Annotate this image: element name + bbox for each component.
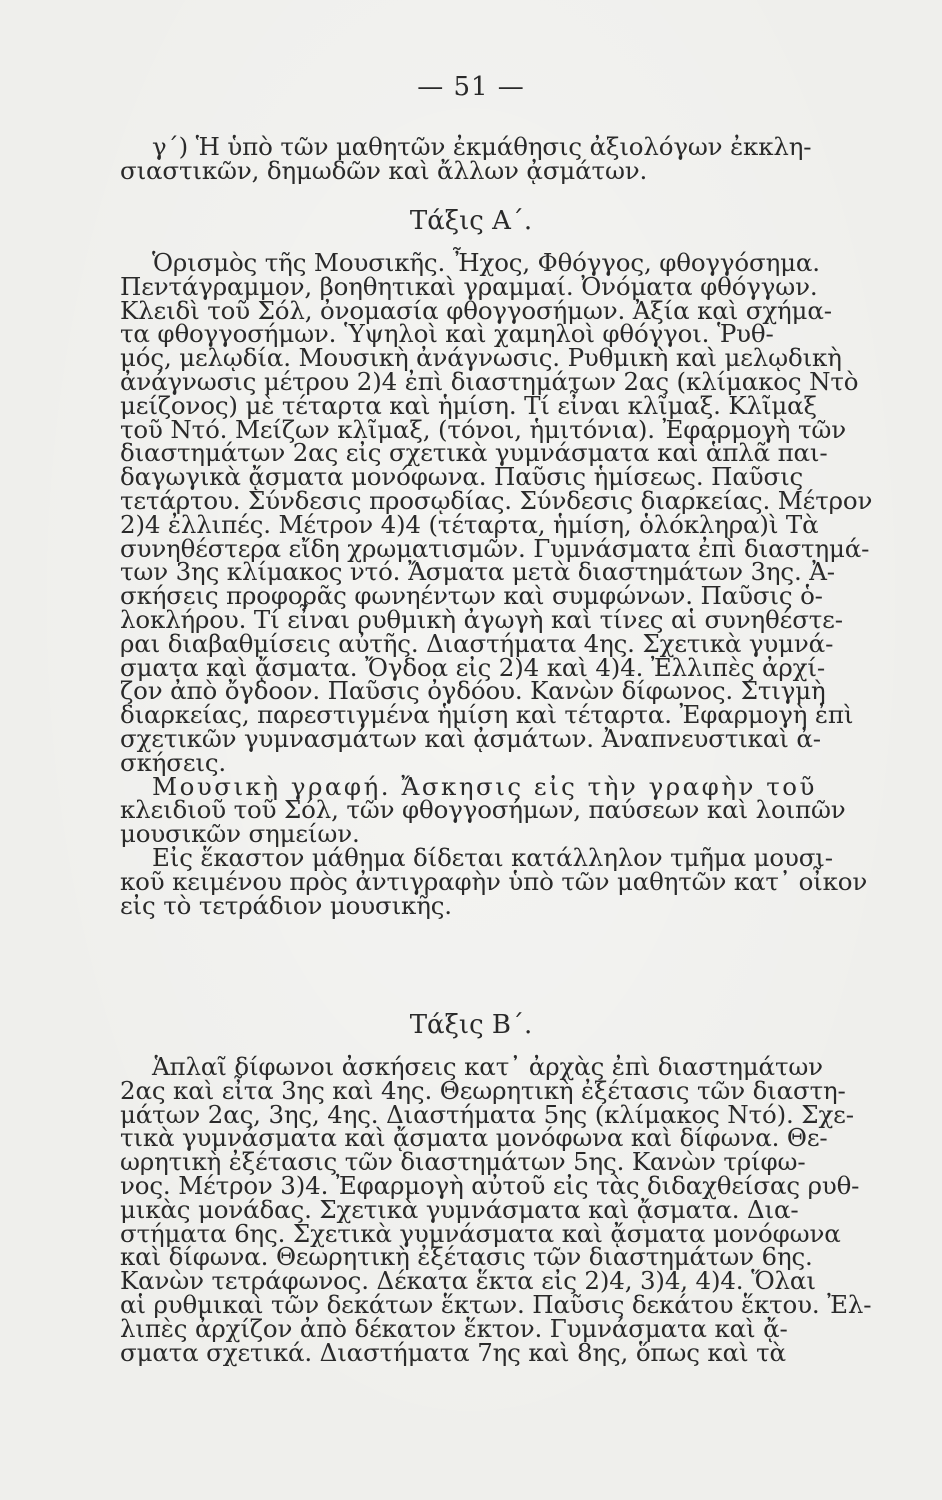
page-number: — 51 —	[417, 72, 525, 102]
text-line: Κανὼν τετράφωνος. Δέκατα ἕκτα εἰς 2)4, 3)4, 4)4. Ὅλαι	[120, 1266, 816, 1296]
text-line: ζον ἀπὸ ὄγδοον. Παῦσις ὀγδόου. Κανὼν δίφωνος. Στιγμὴ	[120, 676, 826, 706]
text-line: καὶ δίφωνα. Θεωρητικὴ ἐξέτασις τῶν διαστημάτων 6ης.	[120, 1242, 813, 1272]
text-line: Μουσικὴ γραφή. Ἄσκησις εἰς τὴν γραφὴν τοῦ	[152, 771, 817, 801]
text-line: σκήσεις προφορᾶς φωνηέντων καὶ συμφώνων. Παῦσις ὁ-	[120, 581, 823, 611]
text-line: μουσικῶν σημείων.	[120, 819, 360, 849]
text-line: στήματα 6ης. Σχετικὰ γυμνάσματα καὶ ᾄσματα μονόφωνα	[120, 1218, 841, 1248]
text-line: λιπὲς ἀρχίζον ἀπὸ δέκατον ἕκτον. Γυμνάσματα καὶ ᾄ-	[120, 1313, 788, 1343]
text-line: μικὰς μονάδας. Σχετικὰ γυμνάσματα καὶ ᾄσματα. Δια-	[120, 1194, 799, 1224]
text-line: συνηθέστερα εἴδη χρωματισμῶν. Γυμνάσματα ἐπὶ διαστημά-	[120, 533, 870, 563]
text-line: μείζονος) μὲ τέταρτα καὶ ἡμίση. Τί εἶναι κλῖμαξ. Κλῖμαξ	[120, 390, 817, 420]
text-line: μός, μελῳδία. Μουσικὴ ἀνάγνωσις. Ρυθμικὴ καὶ μελῳδικὴ	[120, 343, 842, 373]
text-line: 2)4 ἐλλιπές. Μέτρον 4)4 (τέταρτα, ἡμίση, ὁλόκληρα)ὶ Τὰ	[120, 509, 819, 539]
text-line: σιαστικῶν, δημωδῶν καὶ ἄλλων ᾀσμάτων.	[120, 155, 648, 185]
text-line: ἀνάγνωσις μέτρου 2)4 ἐπὶ διαστημάτων 2ας (κλίμακος Ντὸ	[120, 366, 859, 396]
text-line: Εἰς ἕκαστον μάθημα δίδεται κατάλληλον τμῆμα μουσι-	[152, 842, 833, 872]
text-line: μάτων 2ας, 3ης, 4ης. Διαστήματα 5ης (κλίμακος Ντό). Σχε-	[120, 1099, 854, 1129]
class-b-body	[120, 1052, 872, 1367]
text-line: τικὰ γυμνάσματα καὶ ᾄσματα μονόφωνα καὶ δίφωνα. Θε-	[120, 1123, 828, 1153]
text-line: ραι διαβαθμίσεις αὐτῆς. Διαστήματα 4ης. Σχετικὰ γυμνά-	[120, 628, 834, 658]
text-line: κοῦ κειμένου πρὸς ἀντιγραφὴν ὑπὸ τῶν μαθητῶν κατ᾽ οἶκον	[120, 866, 868, 896]
class-b-heading: Τάξις Β΄.	[409, 1010, 533, 1040]
text-line: Πεντάγραμμον, βοηθητικαὶ γραμμαί. Ὀνόματα φθόγγων.	[120, 271, 818, 301]
text-line: σματα καὶ ᾄσματα. Ὄγδοα εἰς 2)4 καὶ 4)4. Ἐλλιπὲς ἀρχί-	[120, 652, 825, 682]
text-line: κλειδιοῦ τοῦ Σόλ, τῶν φθογγοσήμων, παύσεων καὶ λοιπῶν	[120, 795, 846, 825]
text-line: διαρκείας, παρεστιγμένα ἡμίση καὶ τέταρτα. Ἐφαρμογὴ ἐπὶ	[120, 700, 854, 730]
text-line: νος. Μέτρον 3)4. Ἐφαρμογὴ αὐτοῦ εἰς τὰς διδαχθείσας ρυθ-	[120, 1170, 860, 1200]
text-line: σκήσεις.	[120, 747, 227, 777]
text-line: Ἁπλαῖ δίφωνοι ἀσκήσεις κατ᾽ ἀρχὰς ἐπὶ διαστημάτων	[152, 1052, 823, 1081]
class-a-heading: Τάξις Α΄.	[409, 206, 533, 236]
text-line: Ὁρισμὸς τῆς Μουσικῆς. Ἦχος, Φθόγγος, φθογγόσημα.	[152, 248, 820, 277]
text-line: τοῦ Ντό. Μείζων κλῖμαξ, (τόνοι, ἡμιτόνια). Ἐφαρμογὴ τῶν	[120, 414, 846, 444]
section-gamma-paragraph	[120, 132, 812, 185]
text-line: ωρητικὴ ἐξέτασις τῶν διαστημάτων 5ης. Κανὼν τρίφω-	[120, 1147, 806, 1177]
text-line: διαστημάτων 2ας εἰς σχετικὰ γυμνάσματα καὶ ἁπλᾶ παι-	[120, 438, 828, 468]
text-line: δαγωγικὰ ᾄσματα μονόφωνα. Παῦσις ἡμίσεως. Παῦσις	[120, 462, 804, 492]
text-line: τετάρτου. Σύνδεσις προσῳδίας. Σύνδεσις διαρκείας. Μέτρον	[120, 485, 873, 515]
text-line: 2ας καὶ εἶτα 3ης καὶ 4ης. Θεωρητικὴ ἐξέτασις τῶν διαστη-	[120, 1075, 846, 1105]
text-line: Κλειδὶ τοῦ Σόλ, ὀνομασία φθογγοσήμων. Ἀξία καὶ σχήμα-	[120, 295, 832, 325]
text-line: λοκλήρου. Τί εἶναι ρυθμικὴ ἀγωγὴ καὶ τίνες αἱ συνηθέστε-	[120, 604, 843, 634]
text-line: σχετικῶν γυμνασμάτων καὶ ᾀσμάτων. Ἀναπνευστικαὶ ἀ-	[120, 723, 821, 753]
text-line: τα φθογγοσήμων. Ὑψηλοὶ καὶ χαμηλοὶ φθόγγοι. Ῥυθ-	[120, 319, 774, 349]
class-a-body	[120, 248, 873, 920]
text-line: των 3ης κλίμακος ντό. Ἄσματα μετὰ διαστημάτων 3ης. Ἀ-	[120, 557, 835, 587]
text-line: αἱ ρυθμικαὶ τῶν δεκάτων ἕκτων. Παῦσις δεκάτου ἕκτου. Ἐλ-	[120, 1289, 872, 1319]
text-line: γ΄) Ἡ ὑπὸ τῶν μαθητῶν ἐκμάθησις ἀξιολόγων ἐκκλη-	[152, 132, 812, 161]
text-line: σματα σχετικά. Διαστήματα 7ης καὶ 8ης, ὅπως καὶ τὰ	[120, 1337, 786, 1367]
text-line: εἰς τὸ τετράδιον μουσικῆς.	[120, 890, 452, 920]
